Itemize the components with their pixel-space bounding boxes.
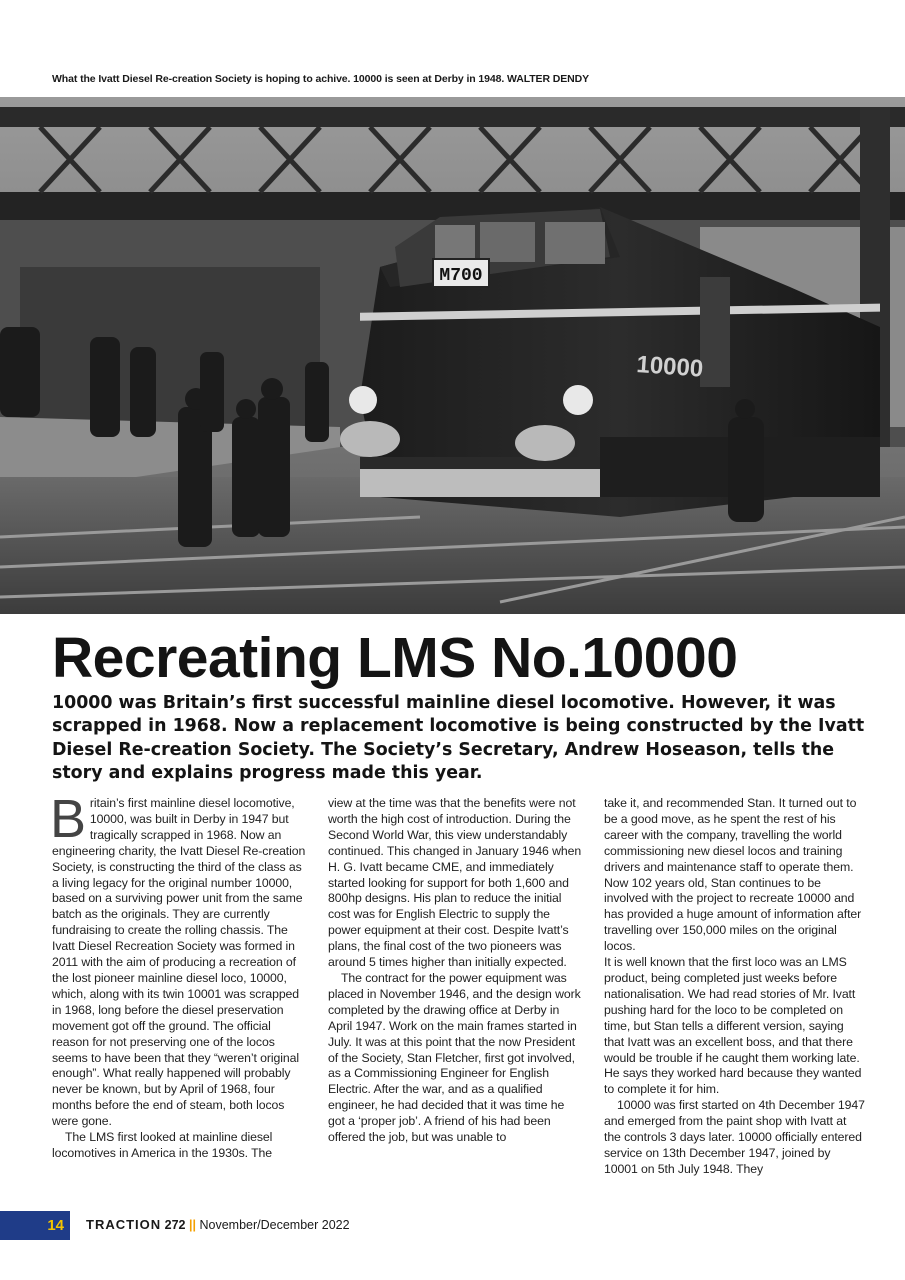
body-paragraph: take it, and recommended Stan. It turned out to be a good move, as he spent the rest of his career with the company, travelling the world commissioning new diesel locos and training drivers and maintenance staff to operate them. Now 102 years old, Stan continues to be involved with the project to recreate 10000 and has provided a huge amount of information after travelling over 150,000 miles on the original locos. bbox=[604, 796, 862, 954]
body-paragraph: It is well known that the first loco was an LMS product, being completed just weeks before nationalisation. We had read stories of Mr. Ivatt pushing hard for the loco to be completed on time, but Stan tells a different version, saying that Ivatt was an excellent boss, and that there would be trouble if he caught them working late. He says they worked hard because they wanted to complete it for him. bbox=[604, 955, 862, 1097]
body-paragraph bbox=[50, 789, 308, 1130]
article-standfirst: 10000 was Britain’s first successful mainline diesel locomotive. However, it was scrapped in 1968. Now a replacement locomotive is being constructed by the Ivatt Diesel Re-creation Society. The Society’s Secretary, Andrew Hoseason, tells the story and explains progress made this year. bbox=[52, 693, 865, 783]
locomotive-illustration bbox=[0, 97, 905, 614]
body-paragraph: The LMS first looked at mainline diesel locomotives in America in the 1930s. The bbox=[52, 1130, 273, 1160]
page-number: 14 bbox=[0, 1211, 70, 1240]
loco-number: 10000 bbox=[635, 351, 705, 383]
magazine-brand: TRACTION bbox=[86, 1217, 162, 1232]
photo-caption: What the Ivatt Diesel Re-creation Society is hoping to achive. 10000 is seen at Derby in 1948. WALTER DENDY bbox=[52, 73, 590, 85]
body-column-2 bbox=[328, 796, 584, 1146]
body-column-1 bbox=[50, 789, 308, 1162]
body-paragraph: view at the time was that the benefits were not worth the high cost of introduction. During the Second World War, this view understandably continued. This changed in January 1946 when H. G. Ivatt became CME, and immediately started looking for support for both 1,600 and 800hp designs. His plan to reduce the initial cost was for English Electric to supply the power equipment at their cost. Despite Ivatt’s plans, the final cost of the two pioneers was around 5 times higher than initially expected. bbox=[328, 796, 582, 970]
body-text: ritain’s first mainline diesel locomotive, 10000, was built in Derby in 1947 but tragically scrapped in 1968. Now an engineering charity, the Ivatt Diesel Re-creation Society, is constructing the third of the class as a living legacy for the original number 10000, based on a surviving power unit from the same batch as the originals. They are currently fundraising to create the rolling chassis. The Ivatt Diesel Recreation Society was formed in 2011 with the aim of producing a recreation of the lost pioneer mainline diesel loco, 10000, which, along with its twin 10001 was scrapped in 1968, long before the diesel preservation movement got off the ground. The official reason for not preserving one of the locos seems to have been that they “weren’t original enough”. What really happened will probably never be known, but by April of 1968, four months before the end of steam, both locos were gone. bbox=[52, 796, 306, 1129]
article-headline: Recreating LMS No.10000 bbox=[52, 626, 738, 690]
headcode-text: M700 bbox=[439, 266, 483, 286]
body-column-3 bbox=[604, 796, 866, 1178]
issue-number: 272 bbox=[164, 1218, 186, 1232]
drop-cap: B bbox=[50, 789, 86, 849]
issue-date: November/December 2022 bbox=[199, 1218, 350, 1232]
locomotive-photo bbox=[0, 97, 905, 614]
body-paragraph: The contract for the power equipment was placed in November 1946, and the design work completed by the drawing office at Derby in April 1947. Work on the main frames started in July. It was at this point that the now President of the Society, Stan Fletcher, first got involved, as a Commissioning Engineer for English Electric. After the war, and as a qualified engineer, he had decided that it was time he got a ‘proper job’. A friend of his had been offered the job, but was unable to bbox=[328, 970, 581, 1145]
page-footer bbox=[86, 1217, 350, 1232]
footer-separator: || bbox=[189, 1218, 196, 1232]
body-paragraph: 10000 was first started on 4th December 1947 and emerged from the paint shop with Ivatt at the controls 3 days later. 10000 officially entered service on 13th December 1947, joined by 10001 on 5th July 1948. They bbox=[604, 1098, 865, 1176]
